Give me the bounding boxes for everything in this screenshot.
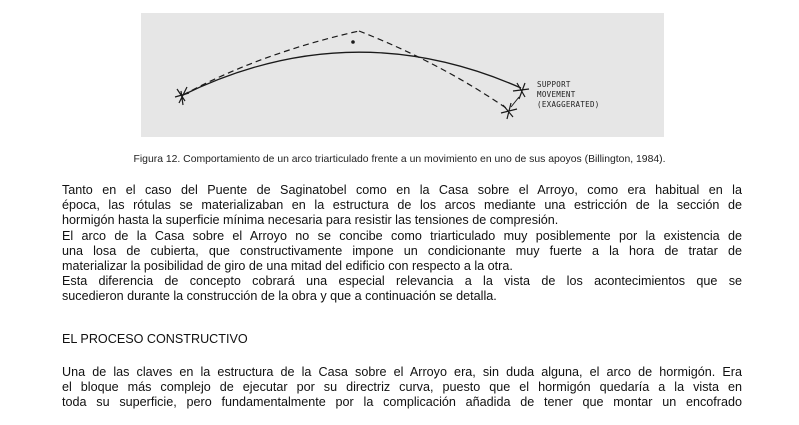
paragraph-2-line: toda su superficie, pero fundamentalmente por la complicación añadida de tener que montar un encofrado: [62, 395, 742, 410]
three-hinged-arch-sketch: [141, 13, 664, 137]
annotation-line-3: (EXAGGERATED): [537, 100, 600, 109]
paragraph-2-line: el bloque más complejo de ejecutar por su directriz curva, puesto que el hormigón quedaría a la vista en: [62, 380, 742, 395]
paragraph-1-line: época, las rótulas se materializaban en la estructura de los arcos mediante una estricción de la sección de: [62, 198, 742, 213]
paragraph-1-line: hormigón hasta la superficie mínima necesaria para resistir las tensiones de compresión.: [62, 213, 559, 228]
annotation-line-1: SUPPORT: [537, 80, 571, 89]
figure-caption: Figura 12. Comportamiento de un arco triarticulado frente a un movimiento en uno de sus apoyos (Billington, 1984).: [133, 154, 666, 165]
arch-figure: [141, 13, 664, 137]
paragraph-1: [62, 183, 742, 305]
left-support-icon: [175, 87, 189, 105]
crown-hinge: [351, 40, 355, 44]
paragraph-1-line: una losa de cubierta, que constructivamente impone un condicionante muy fuerte a la hora de tratar de: [62, 243, 742, 258]
arch-displaced-right-half: [359, 31, 509, 110]
annotation-line-2: MOVEMENT: [537, 90, 576, 99]
paragraph-1-line: El arco de la Casa sobre el Arroyo no se concibe como triarticulado muy posiblemente por la existencia de: [62, 228, 742, 243]
paragraph-2-line: Una de las claves en la estructura de la Casa sobre el Arroyo era, sin duda alguna, el arco de hormigón. Era: [62, 365, 742, 379]
paragraph-2: [62, 365, 742, 411]
arch-original-line: [183, 52, 521, 95]
movement-arrow: [511, 97, 519, 107]
paragraph-1-line: Tanto en el caso del Puente de Saginatobel como en la Casa sobre el Arroyo, como era habitual en la: [62, 183, 742, 197]
section-heading: EL PROCESO CONSTRUCTIVO: [62, 332, 248, 346]
paragraph-1-line: materializar la posibilidad de giro de una mitad del edificio con respecto a la otra.: [62, 259, 513, 274]
paragraph-1-line: sucedieron durante la construcción de la obra y que a continuación se detalla.: [62, 289, 497, 304]
displaced-support-icon: [501, 103, 517, 119]
paragraph-1-line: Esta diferencia de concepto cobrará una especial relevancia a la vista de los acontecimientos que se: [62, 274, 742, 289]
